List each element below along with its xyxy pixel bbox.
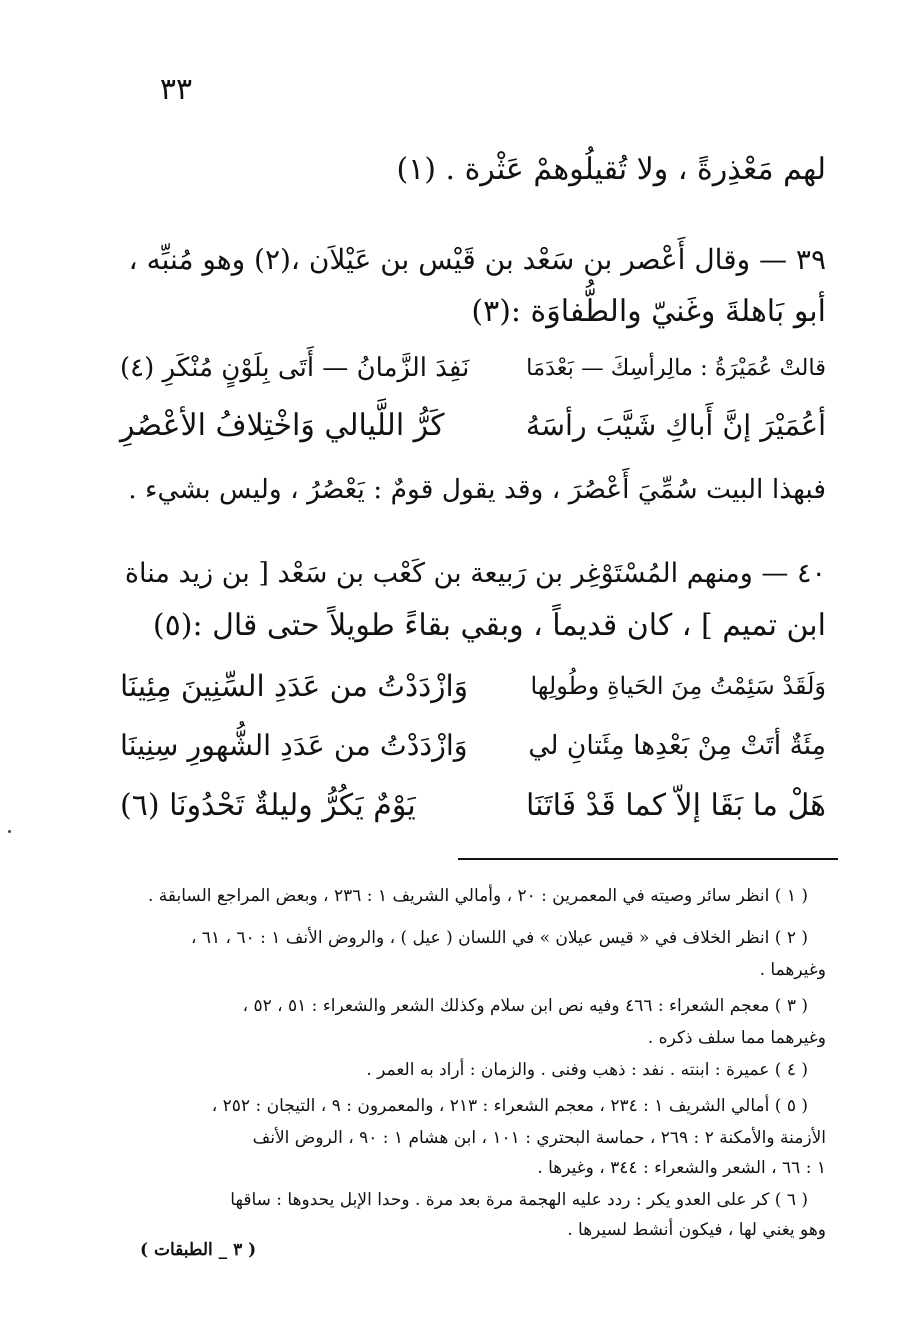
verse-40-1 xyxy=(120,664,826,708)
verse-39-1-ajuz: نَفِدَ الزَّمانُ — أَتَى بِلَوْنٍ مُنْكَرِ (٤) xyxy=(120,353,470,383)
verse-39-1 xyxy=(120,346,826,390)
footnote-2: ( ٢ ) انظر الخلاف في « قيس عيلان » في اللسان ( عيل ) ، والروض الأنف ١ : ٦٠ ، ٦١ ، xyxy=(191,928,808,948)
footnote-5-cont-1: الأزمنة والأمكنة ٢ : ٢٦٩ ، حماسة البحتري : ١٠١ ، ابن هشام ١ : ٩٠ ، الروض الأنف xyxy=(252,1128,826,1148)
verse-40-3-sadr: هَلْ ما بَقَا إلاّ كما قَدْ فَاتَنَا xyxy=(526,788,826,823)
footnote-1: ( ١ ) انظر سائر وصيته في المعمرين : ٢٠ ، وأمالي الشريف ١ : ٢٣٦ ، وبعض المراجع السابقة . xyxy=(147,886,808,906)
verse-40-3 xyxy=(120,784,826,828)
verse-40-1-sadr: وَلَقَدْ سَئِمْتُ مِنَ الحَياةِ وطُولِها xyxy=(530,672,826,700)
footnote-separator xyxy=(458,858,838,860)
verse-39-2 xyxy=(120,404,826,448)
verse-39-1-sadr: قالتْ عُمَيْرَةُ : مالِرأسِكَ — بَعْدَمَا xyxy=(526,355,826,381)
verse-40-2-ajuz: وَازْدَدْتُ من عَدَدِ الشُّهورِ سِنِينَا xyxy=(120,729,468,762)
footnote-4: ( ٤ ) عميرة : ابنته . نفد : ذهب وفنى . والزمان : أراد به العمر . xyxy=(366,1060,808,1080)
after-verses-39: فبهذا البيت سُمِّيَ أَعْصُرَ ، وقد يقول قومٌ : يَعْصُرُ ، وليس بشيء . xyxy=(128,474,826,505)
verse-39-2-sadr: أعُمَيْرَ إنَّ أَباكِ شَيَّبَ رأسَهُ xyxy=(525,409,826,442)
entry-40-line-2: ابن تميم ] ، كان قديماً ، وبقي بقاءً طويلاً حتى قال :(٥) xyxy=(152,608,826,643)
entry-39-line-2: أبو بَاهلةَ وغَنيّ والطُّفاوَة :(٣) xyxy=(471,294,826,329)
footnote-5-cont-2: ١ : ٦٦ ، الشعر والشعراء : ٣٤٤ ، وغيرها . xyxy=(537,1158,826,1178)
entry-39-line-1: ٣٩ — وقال أَعْصر بن سَعْد بن قَيْس بن عَيْلاَن ،(٢) وهو مُنبِّه ، xyxy=(128,243,826,276)
verse-40-2-sadr: مِئَةٌ أتَتْ مِنْ بَعْدِها مِئَتانِ لي xyxy=(528,730,826,761)
footnote-3-cont: وغيرهما مما سلف ذكره . xyxy=(647,1028,826,1048)
footnote-2-cont: وغيرهما . xyxy=(759,960,826,980)
page-number: ٣٣ xyxy=(159,72,193,107)
verse-40-2 xyxy=(120,724,826,768)
body-line-closing: لهم مَعْذِرةً ، ولا تُقيلُوهمْ عَثْرة . (١) xyxy=(396,152,826,187)
verse-40-3-ajuz: يَوْمٌ يَكُرُّ وليلةٌ تَحْدُونَا (٦) xyxy=(120,788,416,823)
footnote-5: ( ٥ ) أمالي الشريف ١ : ٢٣٤ ، معجم الشعراء : ٢١٣ ، والمعمرون : ٩ ، التيجان : ٢٥٢ ، xyxy=(211,1096,808,1116)
entry-40-line-1: ٤٠ — ومنهم المُسْتَوْغِر بن رَبيعة بن كَعْب بن سَعْد [ بن زيد مناة xyxy=(124,558,826,589)
printer-signature: ( ٣ _ الطبقات ) xyxy=(140,1240,257,1260)
footnote-3: ( ٣ ) معجم الشعراء : ٤٦٦ وفيه نص ابن سلام وكذلك الشعر والشعراء : ٥١ ، ٥٢ ، xyxy=(242,996,808,1016)
verse-39-2-ajuz: كَرُّ اللَّيالي وَاخْتِلافُ الأعْصُرِ xyxy=(120,408,445,443)
verse-40-1-ajuz: وَازْدَدْتُ من عَدَدِ السِّنِينَ مِئِينَا xyxy=(120,669,468,703)
footnote-6: ( ٦ ) كر على العدو يكر : ردد عليه الهجمة مرة بعد مرة . وحدا الإبل يحدوها : ساقها xyxy=(230,1190,808,1210)
footnote-6-cont: وهو يغني لها ، فيكون أنشط لسيرها . xyxy=(567,1220,826,1240)
scan-speck xyxy=(8,830,11,833)
